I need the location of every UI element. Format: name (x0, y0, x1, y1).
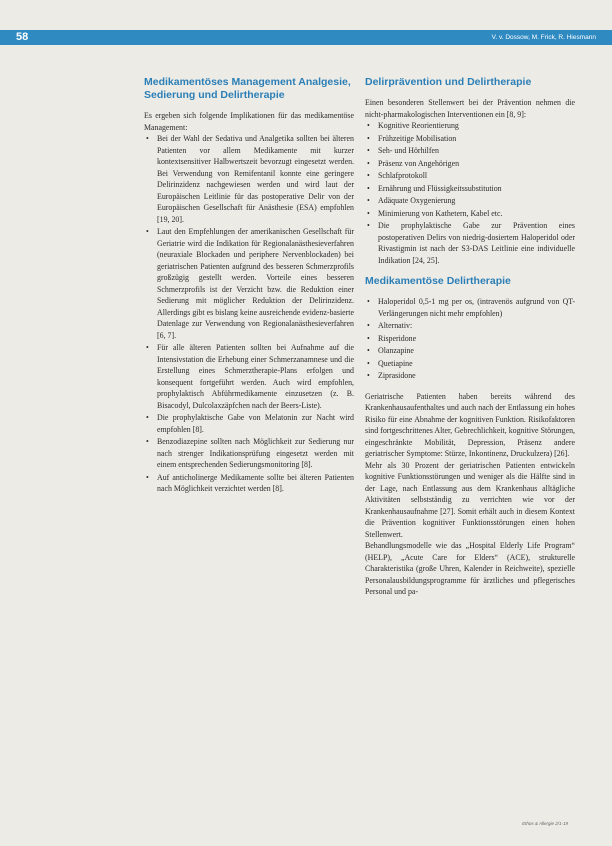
list-item: • Schlafprotokoll (378, 170, 575, 182)
left-intro-paragraph: Es ergeben sich folgende Implikationen für das medikamentöse Management: (144, 111, 354, 132)
list-item: • Quetiapine (378, 358, 575, 370)
page-number: 58 (16, 31, 29, 43)
right-column (365, 76, 575, 598)
list-item: • Auf anticholinerge Medikamente sollte bei älteren Patienten nach Möglichkeit verzichtet werden [8]. (157, 472, 354, 495)
list-item: • Bei der Wahl der Sedativa und Analgetika sollten bei älteren Patienten vor allem Medikamente mit kurzer kontextsensitiver Halbwertszeit bevorzugt eingesetzt werden. Bei Verwendung von Remifentanil konnte eine geringere Delirinzidenz nachgewiesen werden und wird laut der Europäischen Leitlinie für das postoperative Delir von der Europäischen Gesellschaft für Anästhesie (ESA) empfohlen [19, 20]. (157, 133, 354, 225)
right-intro-paragraph: Einen besonderen Stellenwert bei der Prävention nehmen die nicht-pharmakologischen Interventionen ein [8, 9]: (365, 98, 575, 119)
left-column (144, 76, 354, 496)
section-heading-delirium-prevention: Delirprävention und Delirtherapie (365, 76, 532, 88)
drug-therapy-list (365, 296, 575, 382)
list-item: • Präsenz von Angehörigen (378, 158, 575, 170)
section-heading-medication-management: Medikamentöses Management Analgesie, Sedierung und Delirtherapie (144, 76, 351, 101)
list-item: • Die prophylaktische Gabe zur Prävention eines postoperativen Delirs von niedrig-dosiertem Haloperidol oder Rivastigmin ist nach der S3-DAS Leitlinie eine individuelle Indikation [24, 25]. (378, 220, 575, 266)
body-paragraph: Geriatrische Patienten haben bereits während des Krankenhausaufenthaltes und auch nach der Entlassung ein hohes Risiko für eine Abnahme der kognitiven Funktion. Risikofaktoren sind fortgeschrittenes Alter, Gebrechlichkeit, kognitive Störungen, eingeschränkte Mobilität, Depression, Präsenz andere geriatrischer Symptome: Stürze, Inkontinenz, Druckulzera) [26]. (365, 391, 575, 458)
footer-journal-reference: Ethos & Allergie 2/1-19 (522, 821, 568, 826)
list-item: • Seh- und Hörhilfen (378, 145, 575, 157)
list-item: • Olanzapine (378, 345, 575, 357)
list-item: • Für alle älteren Patienten sollten bei Aufnahme auf die Intensivstation die Erhebung einer Schmerzanamnese und die Erstellung eines Schmerztherapie-Plans erfolgen und konsequent fortgeführt werden. Auch wird empfohlen, prophylaktisch Abführmedikamente einzusetzen (z. B. Bisacodyl, Dulcolaxzäpfchen nach der Beers-Liste). (157, 342, 354, 411)
list-item: • Benzodiazepine sollten nach Möglichkeit zur Sedierung nur nach strenger Indikationsprüfung eingesetzt werden mit einem entsprechenden Sedierungsmonitoring [8]. (157, 436, 354, 471)
list-item: • Frühzeitige Mobilisation (378, 133, 575, 145)
list-item: • Alternativ: (378, 320, 575, 332)
section-heading-drug-delirium-therapy: Medikamentöse Delirtherapie (365, 275, 511, 287)
prevention-list (365, 120, 575, 266)
running-header-authors: V. v. Dossow, M. Frick, R. Hiesmann (491, 34, 596, 41)
list-item: • Ernährung und Flüssigkeitssubstitution (378, 183, 575, 195)
list-item: • Ziprasidone (378, 370, 575, 382)
body-paragraph: Behandlungsmodelle wie das „Hospital Elderly Life Program“ (HELP), „Acute Care for Elders“ (ACE), strukturelle Charakteristika (große Uhren, Kalender in Reichweite), spezielle Personalausbildungsprogramme für ärztliches und pflegerisches Personal und pa- (365, 541, 575, 596)
list-item: • Kognitive Reorientierung (378, 120, 575, 132)
list-item: • Adäquate Oxygenierung (378, 195, 575, 207)
list-item: • Minimierung von Kathetern, Kabel etc. (378, 208, 575, 220)
list-item: • Haloperidol 0,5-1 mg per os, (intravenös aufgrund von QT-Verlängerungen nicht mehr empfohlen) (378, 296, 575, 319)
implications-list (144, 133, 354, 495)
list-item: • Die prophylaktische Gabe von Melatonin zur Nacht wird empfohlen [8]. (157, 412, 354, 435)
list-item: • Laut den Empfehlungen der amerikanischen Gesellschaft für Geriatrie wird die Indikation für Regionalanästhesieverfahren (neuraxiale Blockaden und periphere Nervenblockaden) bei geriatrischen Patienten aufgrund des besseren Schmerzprofils großzügig gestellt werden. Vorteile eines besseren Schmerzprofils ist der Verzicht bzw. die Reduktion einer Sedierung mit möglicher Reduktion der Delirinzidenz. Allerdings gibt es bislang keine ausreichende evidenz-basierte Datenlage zur Verwendung von Regionalanästhesieverfahren [6, 7]. (157, 226, 354, 341)
list-item: • Risperidone (378, 333, 575, 345)
body-paragraph: Mehr als 30 Prozent der geriatrischen Patienten entwickeln kognitive Funktionsstörungen und weniger als die Hälfte sind in der Lage, nach Entlassung aus dem Krankenhaus alltägliche Aktivitäten selbstständig zu verrichten wie vor der Krankenhausaufnahme [27]. Somit erhält auch in diesem Kontext die Prävention kognitiver Funktionsstörungen einen hohen Stellenwert. (365, 460, 575, 539)
